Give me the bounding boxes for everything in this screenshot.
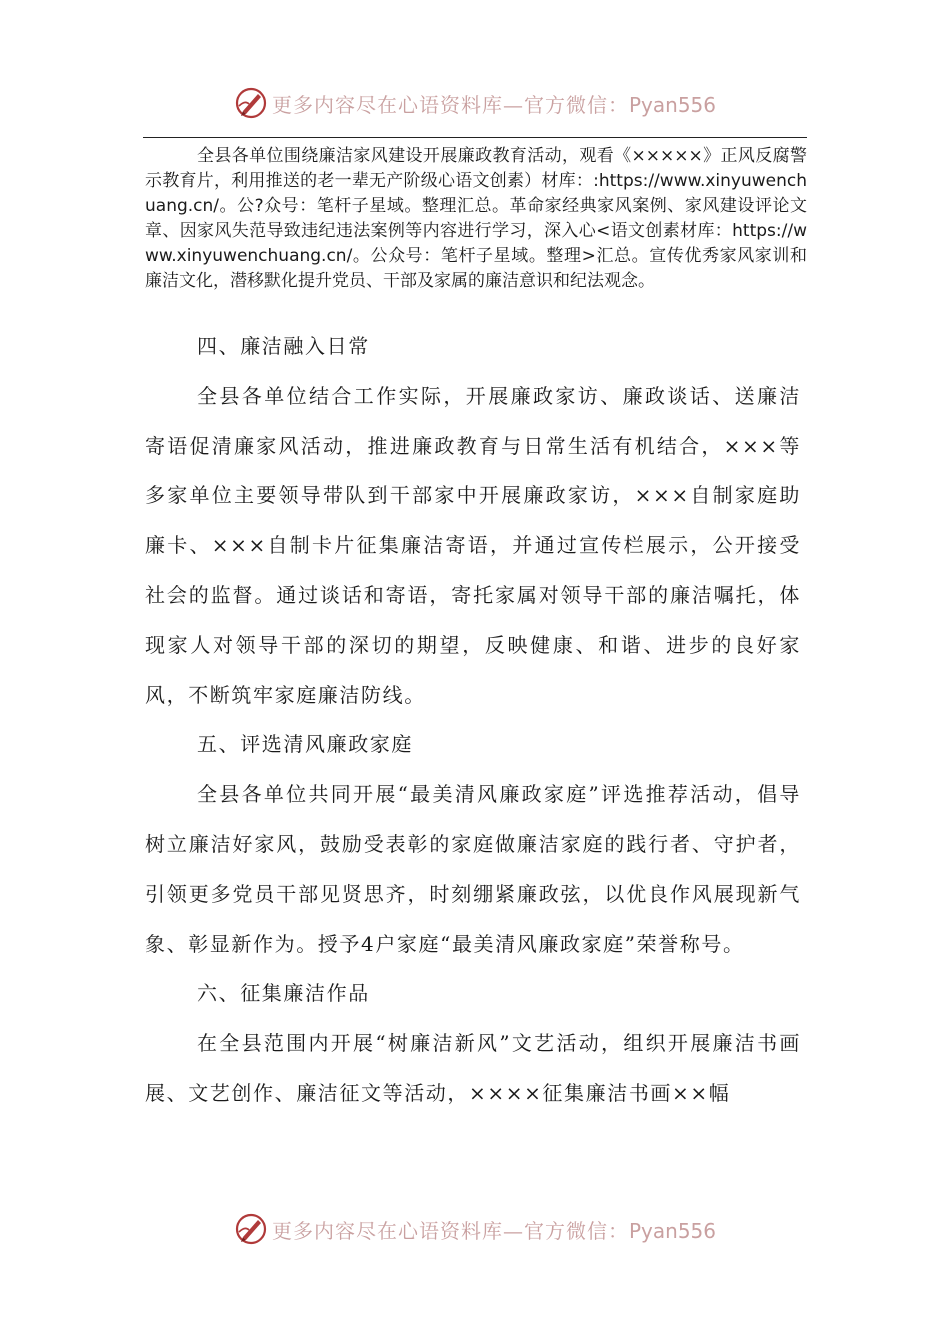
section-paragraph: 在全县范围内开展“树廉洁新风”文艺活动，组织开展廉洁书画展、文艺创作、廉洁征文等活动，××××征集廉洁书画××幅 — [145, 1031, 801, 1105]
header-wechat-id: Pyan556 — [628, 92, 716, 117]
section-paragraph: 全县各单位结合工作实际，开展廉政家访、廉政谈话、送廉洁寄语促清廉家风活动，推进廉政教育与日常生活有机结合，×××等多家单位主要领导带队到干部家中开展廉政家访，×××自制家庭助廉卡、×××自制卡片征集廉洁寄语，并通过宣传栏展示，公开接受社会的监督。通过谈话和寄语，寄托家属对领导干部的廉洁嘱托，体现家人对领导干部的深切的期望，反映健康、和谐、进步的良好家风，不断筑牢家庭廉洁防线。 — [145, 383, 801, 707]
section-heading: 四、廉洁融入日常 — [197, 334, 370, 358]
header-rule — [143, 137, 807, 138]
footer-banner — [0, 1204, 950, 1254]
footer-wechat-id: Pyan556 — [628, 1218, 716, 1243]
pen-logo-icon — [234, 86, 268, 120]
section-paragraph: 全县各单位共同开展“最美清风廉政家庭”评选推荐活动，倡导树立廉洁好家风，鼓励受表彰的家庭做廉洁家庭的践行者、守护者，引领更多党员干部见贤思齐，时刻绷紧廉政弦，以优良作风展现新气象、彰显新作为。授予4户家庭“最美清风廉政家庭”荣誉称号。 — [145, 782, 801, 956]
main-content — [145, 322, 801, 1119]
header-banner — [0, 78, 950, 128]
footer-banner-text: 更多内容尽在心语资料库—官方微信：Pyan556 — [271, 1218, 716, 1243]
intro-paragraph: 全县各单位围绕廉洁家风建设开展廉政教育活动，观看《×××××》正风反腐警示教育片，利用推送的老一辈无产阶级心语文创素）材库：:https://www.xinyuwenchuang.cn/。公?众号：笔杆子星域。整理汇总。革命家经典家风案例、家风建设评论文章、因家风失范导致违纪违法案例等内容进行学习，深入心<语文创素材库：https://www.xinyuwenchuang.cn/。公众号：笔杆子星域。整理>汇总。宣传优秀家风家训和廉洁文化，潜移默化提升党员、干部及家属的廉洁意识和纪法观念。 — [145, 146, 807, 291]
section-heading: 五、评选清风廉政家庭 — [197, 732, 413, 757]
header-banner-text: 更多内容尽在心语资料库—官方微信：Pyan556 — [271, 92, 716, 117]
section-heading: 六、征集廉洁作品 — [197, 981, 370, 1006]
intro-block — [145, 144, 807, 294]
pen-logo-icon — [234, 1212, 268, 1246]
